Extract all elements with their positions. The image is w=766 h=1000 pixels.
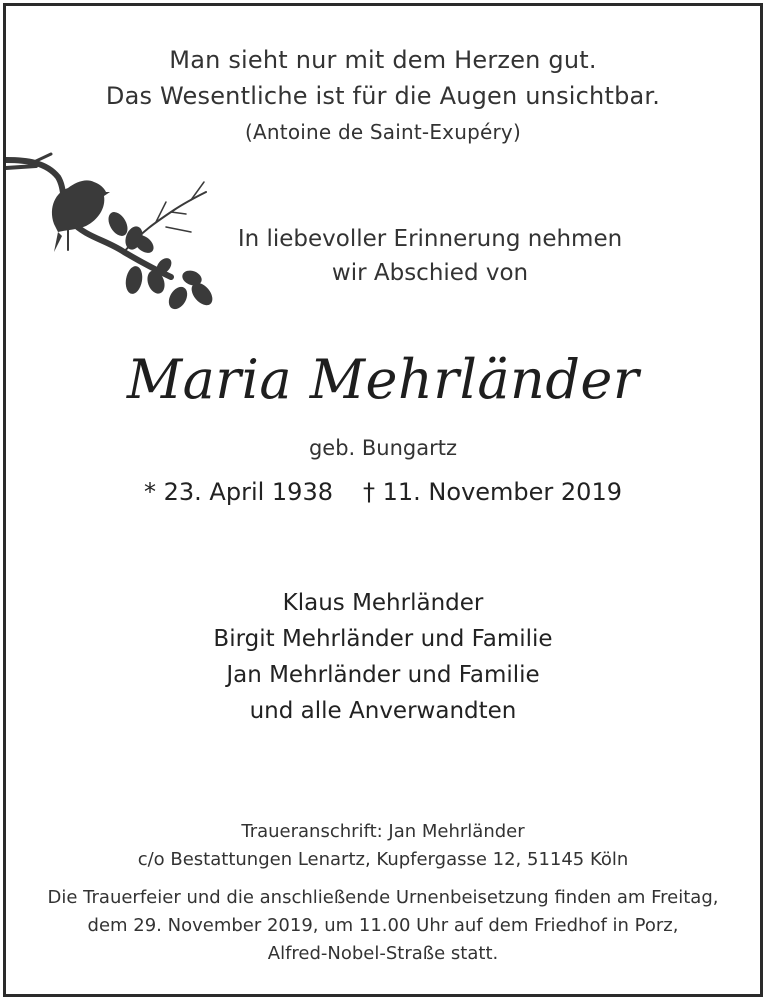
born-name: geb. Bungartz <box>308 436 458 460</box>
death-date: † 11. November 2019 <box>363 478 622 506</box>
quote-line-1: Man sieht nur mit dem Herzen gut. <box>169 46 597 74</box>
bird-on-branch-icon <box>6 152 216 317</box>
mourner-item: Jan Mehrländer und Familie <box>226 662 540 688</box>
quote-author: (Antoine de Saint-Exupéry) <box>245 120 521 144</box>
address-line-2: c/o Bestattungen Lenartz, Kupfergasse 12, 51145 Köln <box>137 849 629 870</box>
life-dates <box>0 478 766 506</box>
memory-line-1: In liebevoller Erinnerung nehmen <box>237 226 623 252</box>
mourner-item: Birgit Mehrländer und Familie <box>213 626 553 652</box>
mourning-address <box>0 818 766 874</box>
deceased-name: Maria Mehrländer <box>126 348 640 411</box>
memory-line-2: wir Abschied von <box>331 260 529 286</box>
quote-block <box>0 42 766 150</box>
ceremony-line-2: dem 29. November 2019, um 11.00 Uhr auf dem Friedhof in Porz, <box>87 915 679 936</box>
address-line-1: Traueranschrift: Jan Mehrländer <box>241 821 525 842</box>
mourners-list <box>0 585 766 729</box>
memory-intro <box>210 222 650 290</box>
ceremony-line-1: Die Trauerfeier und die anschließende Urnenbeisetzung finden am Freitag, <box>47 887 719 908</box>
mourner-item: Klaus Mehrländer <box>282 590 484 616</box>
quote-line-2: Das Wesentliche ist für die Augen unsichtbar. <box>105 82 661 110</box>
birth-date: * 23. April 1938 <box>144 478 333 506</box>
ceremony-info <box>0 884 766 968</box>
ceremony-line-3: Alfred-Nobel-Straße statt. <box>267 943 499 964</box>
mourner-item: und alle Anverwandten <box>249 698 517 724</box>
